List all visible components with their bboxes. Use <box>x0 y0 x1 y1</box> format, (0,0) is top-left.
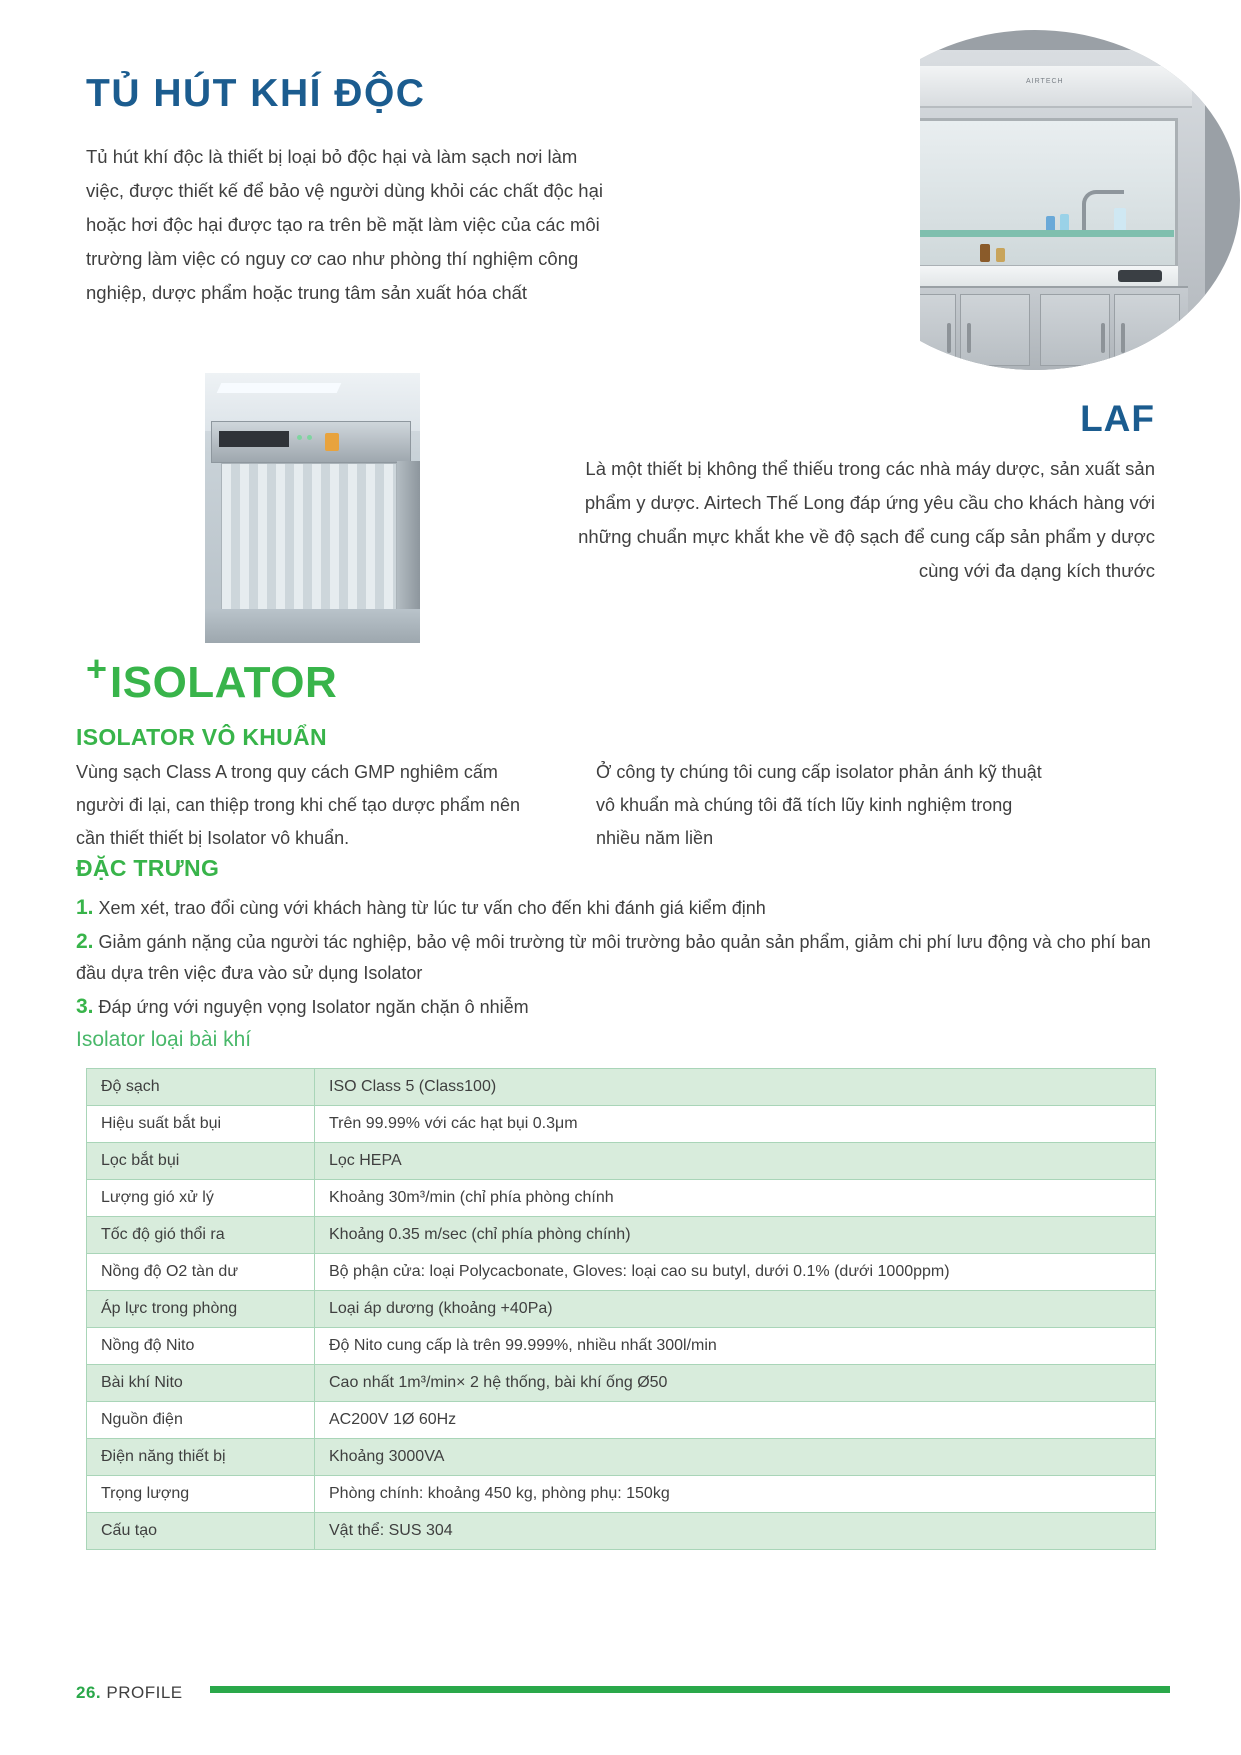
isolator-plus-mark: + <box>86 648 108 689</box>
spec-value: ISO Class 5 (Class100) <box>315 1069 1156 1106</box>
fume-hood-photo: AIRTECH <box>920 30 1240 370</box>
table-row <box>87 1143 1156 1180</box>
table-row <box>87 1254 1156 1291</box>
page-number: 26. <box>76 1683 102 1702</box>
spec-value: Cao nhất 1m³/min× 2 hệ thống, bài khí ống Ø50 <box>315 1365 1156 1402</box>
footer-rule <box>210 1686 1170 1693</box>
spec-key: Lượng gió xử lý <box>87 1180 315 1217</box>
table-row <box>87 1291 1156 1328</box>
feature-item <box>76 926 1166 989</box>
spec-key: Nồng độ O2 tàn dư <box>87 1254 315 1291</box>
isolator-subtitle: ISOLATOR VÔ KHUẨN <box>76 724 327 750</box>
spec-key: Cấu tạo <box>87 1513 315 1550</box>
spec-key: Bài khí Nito <box>87 1365 315 1402</box>
table-row <box>87 1106 1156 1143</box>
isolator-paragraph-right: Ở công ty chúng tôi cung cấp isolator phản ánh kỹ thuật vô khuẩn mà chúng tôi đã tích lũy kinh nghiệm trong nhiều năm liền <box>596 762 1042 848</box>
laf-photo <box>205 373 420 643</box>
spec-table-caption: Isolator loại bài khí <box>76 1028 252 1051</box>
spec-key: Nồng độ Nito <box>87 1328 315 1365</box>
fume-hood-title: TỦ HÚT KHÍ ĐỘC <box>86 72 426 115</box>
spec-value: Bộ phận cửa: loại Polycacbonate, Gloves: loại cao su butyl, dưới 0.1% (dưới 1000ppm) <box>315 1254 1156 1291</box>
spec-table <box>86 1068 1156 1550</box>
table-row <box>87 1328 1156 1365</box>
isolator-title: ISOLATOR <box>110 658 338 707</box>
spec-key: Trọng lượng <box>87 1476 315 1513</box>
laf-description: Là một thiết bị không thể thiếu trong các nhà máy dược, sản xuất sản phẩm y dược. Airtech Thế Long đáp ứng yêu cầu cho khách hàng với những chuẩn mực khắt khe về độ sạch để cung cấp sản phẩm y dược cùng với đa dạng kích thước <box>578 458 1155 581</box>
spec-value: Phòng chính: khoảng 450 kg, phòng phụ: 150kg <box>315 1476 1156 1513</box>
spec-key: Tốc độ gió thổi ra <box>87 1217 315 1254</box>
spec-value: Khoảng 0.35 m/sec (chỉ phía phòng chính) <box>315 1217 1156 1254</box>
table-row <box>87 1476 1156 1513</box>
feature-text: Giảm gánh nặng của người tác nghiệp, bảo vệ môi trường từ môi trường bảo quản sản phẩm, giảm chi phí lưu động và cho phí ban đầu dựa trên việc đưa vào sử dụng Isolator <box>76 932 1151 983</box>
spec-value: Loại áp dương (khoảng +40Pa) <box>315 1291 1156 1328</box>
feature-text: Đáp ứng với nguyện vọng Isolator ngăn chặn ô nhiễm <box>98 997 529 1017</box>
table-row <box>87 1365 1156 1402</box>
laf-title: LAF <box>1080 398 1155 439</box>
spec-key: Điện năng thiết bị <box>87 1439 315 1476</box>
feature-item <box>76 892 1166 924</box>
spec-value: AC200V 1Ø 60Hz <box>315 1402 1156 1439</box>
spec-key: Nguồn điện <box>87 1402 315 1439</box>
features-list <box>76 892 1166 1025</box>
feature-text: Xem xét, trao đổi cùng với khách hàng từ lúc tư vấn cho đến khi đánh giá kiểm định <box>98 898 766 918</box>
table-row <box>87 1180 1156 1217</box>
spec-key: Áp lực trong phòng <box>87 1291 315 1328</box>
spec-value: Độ Nito cung cấp là trên 99.999%, nhiều nhất 300l/min <box>315 1328 1156 1365</box>
spec-value: Trên 99.99% với các hạt bụi 0.3μm <box>315 1106 1156 1143</box>
spec-key: Hiệu suất bắt bụi <box>87 1106 315 1143</box>
footer-label: PROFILE <box>106 1683 183 1702</box>
spec-key: Độ sạch <box>87 1069 315 1106</box>
spec-value: Khoảng 3000VA <box>315 1439 1156 1476</box>
table-row <box>87 1217 1156 1254</box>
spec-key: Lọc bắt bụi <box>87 1143 315 1180</box>
spec-value: Vật thể: SUS 304 <box>315 1513 1156 1550</box>
feature-number: 1. <box>76 896 94 919</box>
feature-number: 3. <box>76 995 94 1018</box>
feature-number: 2. <box>76 930 94 953</box>
table-row <box>87 1402 1156 1439</box>
isolator-paragraph-left: Vùng sạch Class A trong quy cách GMP nghiêm cấm người đi lại, can thiệp trong khi chế tạo dược phẩm nên cần thiết thiết bị Isolator vô khuẩn. <box>76 762 520 848</box>
table-row <box>87 1069 1156 1106</box>
fume-hood-description: Tủ hút khí độc là thiết bị loại bỏ độc hại và làm sạch nơi làm việc, được thiết kế để bảo vệ người dùng khỏi các chất độc hại hoặc hơi độc hại được tạo ra trên bề mặt làm việc của các môi trường làm việc có nguy cơ cao như phòng thí nghiệm công nghiệp, dược phẩm hoặc trung tâm sản xuất hóa chất <box>86 146 603 303</box>
footer <box>76 1683 183 1703</box>
feature-item <box>76 991 1166 1023</box>
spec-value: Lọc HEPA <box>315 1143 1156 1180</box>
table-row <box>87 1439 1156 1476</box>
table-row <box>87 1513 1156 1550</box>
spec-value: Khoảng 30m³/min (chỉ phía phòng chính <box>315 1180 1156 1217</box>
features-title: ĐẶC TRƯNG <box>76 855 220 881</box>
